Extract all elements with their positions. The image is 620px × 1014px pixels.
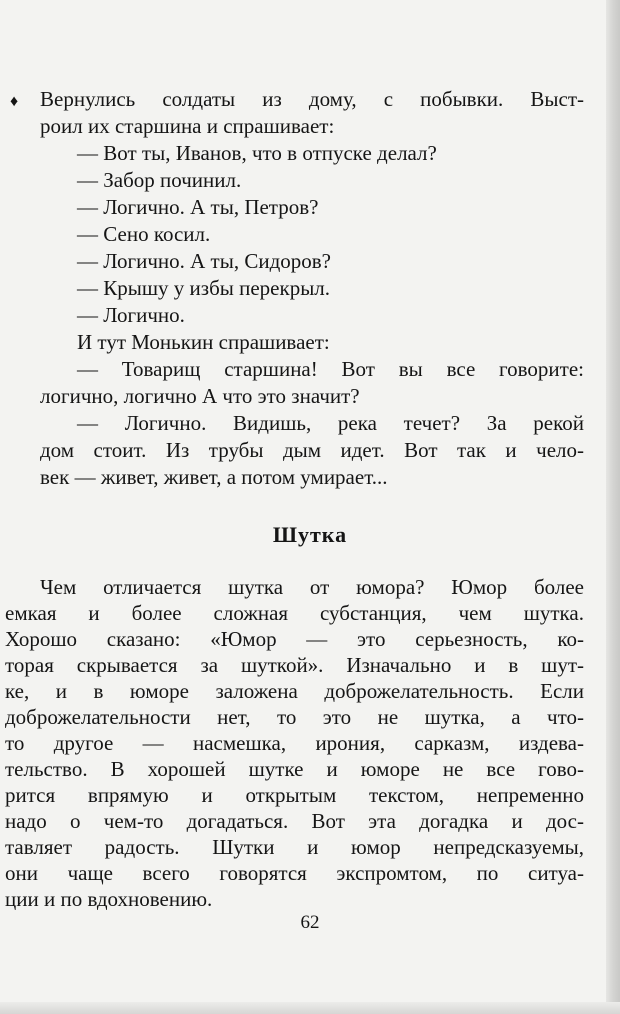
joke-line: роил их старшина и спрашивает: <box>40 114 335 138</box>
joke-line: — Логично. Видишь, река течет? За рекой <box>77 411 584 435</box>
joke-line: — Логично. А ты, Сидоров? <box>77 249 331 273</box>
body-line: тельство. В хорошей шутке и юморе не все гово- <box>5 757 584 781</box>
joke-line: И тут Монькин спрашивает: <box>77 330 330 354</box>
section-title: Шутка <box>272 522 348 547</box>
joke-line: логично, логично А что это значит? <box>40 384 360 408</box>
page-edge-right <box>606 0 620 1014</box>
page-number: 62 <box>300 912 320 933</box>
body-line: Хорошо сказано: «Юмор — это серьезность, ко- <box>5 627 584 651</box>
page-edge-bottom <box>0 1002 620 1014</box>
body-line: рится впрямую и открытым текстом, непременно <box>5 783 584 807</box>
body-line: торая скрывается за шуткой». Изначально и в шут- <box>5 653 584 677</box>
joke-line: — Логично. А ты, Петров? <box>77 195 319 219</box>
body-line: они чаще всего говорятся экспромтом, по ситуа- <box>5 861 584 885</box>
joke-line: дом стоит. Из трубы дым идет. Вот так и чело- <box>40 438 584 462</box>
body-line: емкая и более сложная субстанция, чем шутка. <box>5 601 584 625</box>
joke-line: — Сено косил. <box>77 222 211 246</box>
body-line: ции и по вдохновению. <box>5 887 213 911</box>
joke-bullet-icon: ♦ <box>10 93 19 110</box>
body-line: Чем отличается шутка от юмора? Юмор более <box>40 575 584 599</box>
joke-line: — Товарищ старшина! Вот вы все говорите: <box>77 357 584 381</box>
joke-line: — Забор починил. <box>77 168 242 192</box>
body-line: тавляет радость. Шутки и юмор непредсказуемы, <box>5 835 584 859</box>
joke-line: Вернулись солдаты из дому, с побывки. Выст- <box>40 87 584 111</box>
joke-line: — Логично. <box>77 303 185 327</box>
joke-line: век — живет, живет, а потом умирает... <box>40 465 388 489</box>
joke-line: — Крышу у избы перекрыл. <box>77 276 331 300</box>
body-line: то другое — насмешка, ирония, сарказм, издева- <box>5 731 584 755</box>
body-line: ке, и в юморе заложена доброжелательность. Если <box>5 679 584 703</box>
body-line: доброжелательности нет, то это не шутка, а что- <box>5 705 584 729</box>
joke-line: — Вот ты, Иванов, что в отпуске делал? <box>77 141 437 165</box>
body-line: надо о чем-то догадаться. Вот эта догадка и дос- <box>5 809 584 833</box>
